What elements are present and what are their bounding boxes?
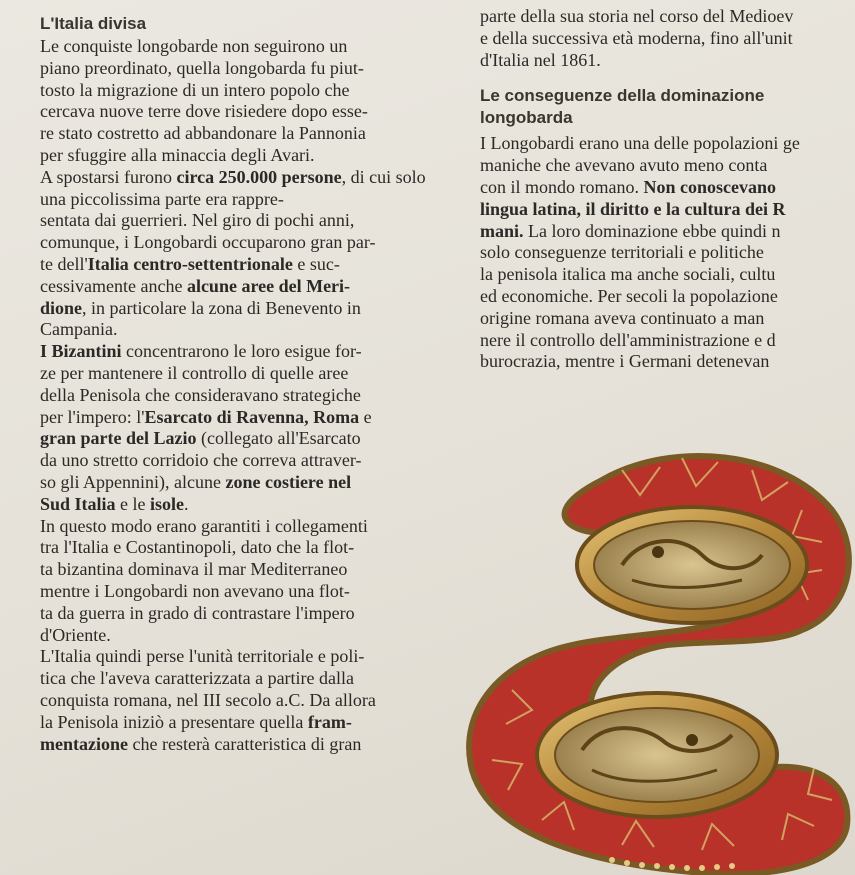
text-run: e le (115, 493, 151, 514)
paragraph-conseguenze (480, 133, 855, 373)
text-line: In questo modo erano garantiti i collegamenti (40, 515, 368, 536)
text-line: conquista romana, nel III secolo a.C. Da allora (40, 689, 376, 710)
text-line: comunque, i Longobardi occuparono gran par- (40, 232, 376, 253)
bold-run: gran parte del Lazio (40, 428, 197, 449)
text-line: parte della sua storia nel corso del Medioev (480, 6, 794, 26)
text-run: e (359, 406, 372, 427)
text-line: I Longobardi erano una delle popolazioni ge (480, 133, 800, 154)
bold-run: I Bizantini (40, 341, 122, 362)
text-run: te dell' (40, 253, 88, 274)
text-line: tosto la migrazione di un intero popolo che (40, 79, 350, 100)
bold-run: alcune aree del Meri- (186, 275, 351, 296)
text-line: da uno stretto corridoio che correva attraver- (40, 450, 362, 471)
text-line: Campania. (40, 319, 118, 340)
text-line: cercava nuove terre dove risiedere dopo esse- (40, 101, 368, 122)
bold-run: Roma (313, 406, 360, 427)
text-run: con il mondo romano. (480, 176, 644, 197)
bold-run: Italia centro-settentrionale (87, 253, 293, 274)
text-line: sentata dai guerrieri. Nel giro di pochi anni, (40, 210, 355, 231)
text-run: che resterà caratteristica di gran (127, 733, 362, 754)
text-line: ze per mantenere il controllo di quelle aree (40, 362, 349, 383)
text-line: maniche che avevano avuto meno conta (480, 155, 768, 176)
bold-run: mentazione (40, 733, 128, 754)
bold-run: , (304, 406, 314, 427)
bold-run: isole (150, 493, 185, 514)
bold-run: Esarcato di Ravenna (144, 406, 305, 427)
text-line: piano preordinato, quella longobarda fu piut- (40, 57, 364, 78)
left-column (40, 8, 450, 755)
bold-run: Non conoscevano (643, 176, 776, 197)
paragraph-continuation (480, 6, 855, 71)
text-run: , di cui solo una piccolissima parte era rappre- (40, 166, 426, 209)
text-line: tica che l'aveva caratterizzata a partire dalla (40, 668, 355, 689)
title-line: longobarda (480, 108, 573, 128)
text-line: la penisola italica ma anche sociali, cultu (480, 264, 776, 285)
bold-run: lingua latina, il diritto e la cultura dei R (480, 198, 786, 219)
text-run: . (184, 493, 189, 514)
text-run: , in particolare la zona di Benevento in (82, 297, 361, 318)
text-run: la Penisola iniziò a presentare quella (40, 711, 308, 732)
text-run: A spostarsi furono (40, 166, 177, 187)
text-line: nere il controllo dell'amministrazione e d (480, 329, 776, 350)
text-line: origine romana aveva continuato a man (480, 307, 765, 328)
text-line: tra l'Italia e Costantinopoli, dato che la flot- (40, 537, 355, 558)
text-run: per l'impero: l' (40, 406, 145, 427)
text-line: e della successiva età moderna, fino all'unit (480, 27, 793, 48)
bold-run: dione (40, 297, 83, 318)
text-line: d'Italia nel 1861. (480, 49, 601, 70)
bold-run: Sud Italia (40, 493, 116, 514)
section-title-conseguenze (480, 85, 855, 129)
text-run: e suc- (292, 253, 340, 274)
text-line: solo conseguenze territoriali e politiche (480, 242, 764, 263)
text-line: della Penisola che consideravano strategiche (40, 384, 361, 405)
bold-run: circa 250.000 persone (176, 166, 342, 187)
text-line: ta da guerra in grado di contrastare l'impero (40, 602, 355, 623)
text-run: concentrarono le loro esigue for- (121, 341, 362, 362)
text-line: mentre i Longobardi non avevano una flot- (40, 580, 350, 601)
bold-run: fram- (307, 711, 352, 732)
bold-run: mani. (480, 220, 524, 241)
text-line: ed economiche. Per secoli la popolazione (480, 285, 778, 306)
right-column (480, 6, 855, 373)
text-run: La loro dominazione ebbe quindi n (523, 220, 781, 241)
text-line: re stato costretto ad abbandonare la Pannonia (40, 123, 366, 144)
text-line: L'Italia quindi perse l'unità territoriale e poli- (40, 646, 365, 667)
bold-run: zone costiere nel (225, 471, 352, 492)
text-line: ta bizantina dominava il mar Mediterraneo (40, 559, 348, 580)
title-line: Le conseguenze della dominazione (480, 86, 765, 106)
text-run: so gli Appennini), alcune (40, 471, 226, 492)
paragraph-conquiste (40, 36, 450, 755)
text-line: Le conquiste longobarde non seguirono un (40, 36, 348, 56)
section-title-italia-divisa: L'Italia divisa (40, 14, 147, 33)
text-line: per sfuggire alla minaccia degli Avari. (40, 144, 315, 165)
text-line: d'Oriente. (40, 624, 111, 645)
text-run: cessivamente anche (40, 275, 187, 296)
text-run: (collegato all'Esarcato (196, 428, 361, 449)
longobard-s-brooch-image (452, 440, 855, 875)
text-line: burocrazia, mentre i Germani detenevan (480, 351, 770, 372)
